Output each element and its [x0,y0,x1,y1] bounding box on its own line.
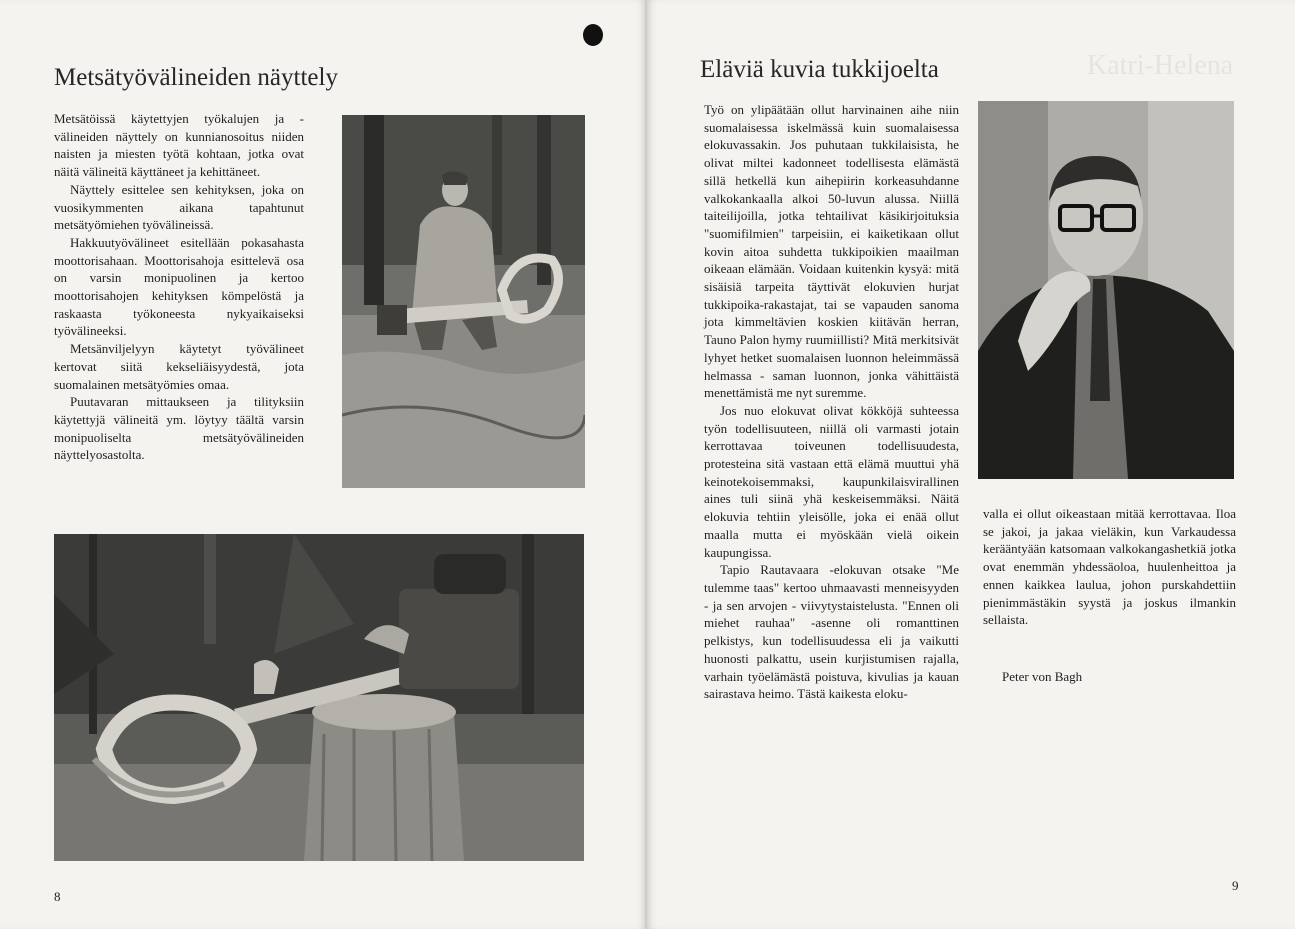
left-paragraph: Metsätöissä käytettyjen työkalujen ja -välineiden näyttely on kunnianosoitus niiden naisten ja miesten työtä kohtaan, jotka ovat näitä välineitä käyttäneet ja kehittäneet. [54,111,304,180]
right-article-text [704,101,959,703]
right-page-number: 9 [1232,878,1239,893]
right-page-title: Eläviä kuvia tukkijoelta [700,56,939,83]
show-through-text: Katri-Helena [1087,50,1234,81]
right-paragraph: Työ on ylipäätään ollut harvinainen aihe niin suomalaisessa iskelmässä kuin suomalaisessa elokuvassakin. Jos puhutaan tukkilaisista, he olivat miltei kadonneet todellisesta elämästä sillä hetkellä kun aihepiirin korkeasuhdanne valkokankaalla alkoi 50-luvun alussa. Niillä taiteilijoilla, jotka tehtailivat käsikirjoituksia "suomifilmien" tarpeisiin, ei kaiketikaan ollut kovin aitoa suhdetta tukkipoikien maailman oikeaan elämään. Voidaan kuitenkin kysyä: mitä sisäisiä tarpeita täyttivät elokuvien hurjat tukkipoika-rakastajat, tai se vapauden sanoma jota kimmeltävien koskien kiitävän herran, Tauno Palon hymy ruumiillisti? Mitä merkitsivät lyhyet hetket suomalaisen luonnon heleimmässä helmassa - saman luonnon, jonka vähittäistä menettämistä me nyt suremme. [704,102,959,401]
photo-man-with-chainsaw [342,115,585,488]
article-author: Peter von Bagh [1002,669,1083,684]
punch-hole [583,24,603,46]
left-paragraph: Hakkuutyövälineet esitellään pokasahasta moottorisahaan. Moottorisahoja esittelevä osa on varsin monipuolinen ja kertoo moottorisahojen kehityksen kömpelöstä ja raskaasta työkoneesta nykyaikaiseksi työvälineeksi. [54,234,304,339]
left-paragraph: Näyttely esittelee sen kehityksen, joka on vuosikymmenten aikana tapahtunut metsätyömiehen työvälineissä. [54,181,304,233]
left-page-number: 8 [54,889,61,904]
left-page-title: Metsätyövälineiden näyttely [54,64,338,91]
left-article-text [54,110,304,464]
left-paragraph: Metsänviljelyyn käytetyt työvälineet kertovat siitä kekseliäisyydestä, jota suomalainen metsätyömies omaa. [54,341,304,392]
photo-chainsaw-on-stump [54,534,584,861]
photo-portrait-author [978,101,1234,479]
right-page [647,0,1295,929]
left-page [0,0,646,929]
left-paragraph: Puutavaran mittaukseen ja tilityksiin käytettyjä välineitä ym. löytyy täältä varsin monipuoliselta metsätyövälineiden näyttelyosastolta. [54,394,304,463]
right-paragraph: Jos nuo elokuvat olivat kökköjä suhteessa työn todellisuuteen, niillä oli varmasti jotain kerrottavaa toiveunen todellisuudesta, protesteina sitä vastaan että elämä muuttui yhä keinotekoisemmaksi, kaupunkilaisvirallinen aines tuli siinä yhä keskeisemmäksi. Näitä elokuvia tehtiin yleisölle, joka ei enää ollut maalla mutta ei myöskään vielä oikein kaupungissa. [704,402,959,560]
right-paragraph: valla ei ollut oikeastaan mitää kerrottavaa. Iloa se jakoi, ja jakaa vieläkin, kun Varkaudessa kerääntyään katsomaan valkokangashetkiä jotka ovat enemmän yhdessäoloa, huulenheittoa ja ennen kaikkea laulua, johon purskahdettiin pienimmästäkin syystä ja joskus ilmankin sellaista. [983,506,1236,628]
right-article-continuation [983,505,1236,629]
right-paragraph: Tapio Rautavaara -elokuvan otsake "Me tulemme taas" kertoo uhmaavasti menneisyyden - ja sen arvojen - viivytystaistelusta. "Ennen oli miehet rauhaa" -asenne oli romanttinen pelkistys, kun todellisuudessa eli ja vaikutti huonosti palkattu, usein kurjistumisen rajalla, varhain työelämästä poistuva, kivulias ja kauan sairastava heimo. Tästä kaikesta eloku- [704,562,959,702]
